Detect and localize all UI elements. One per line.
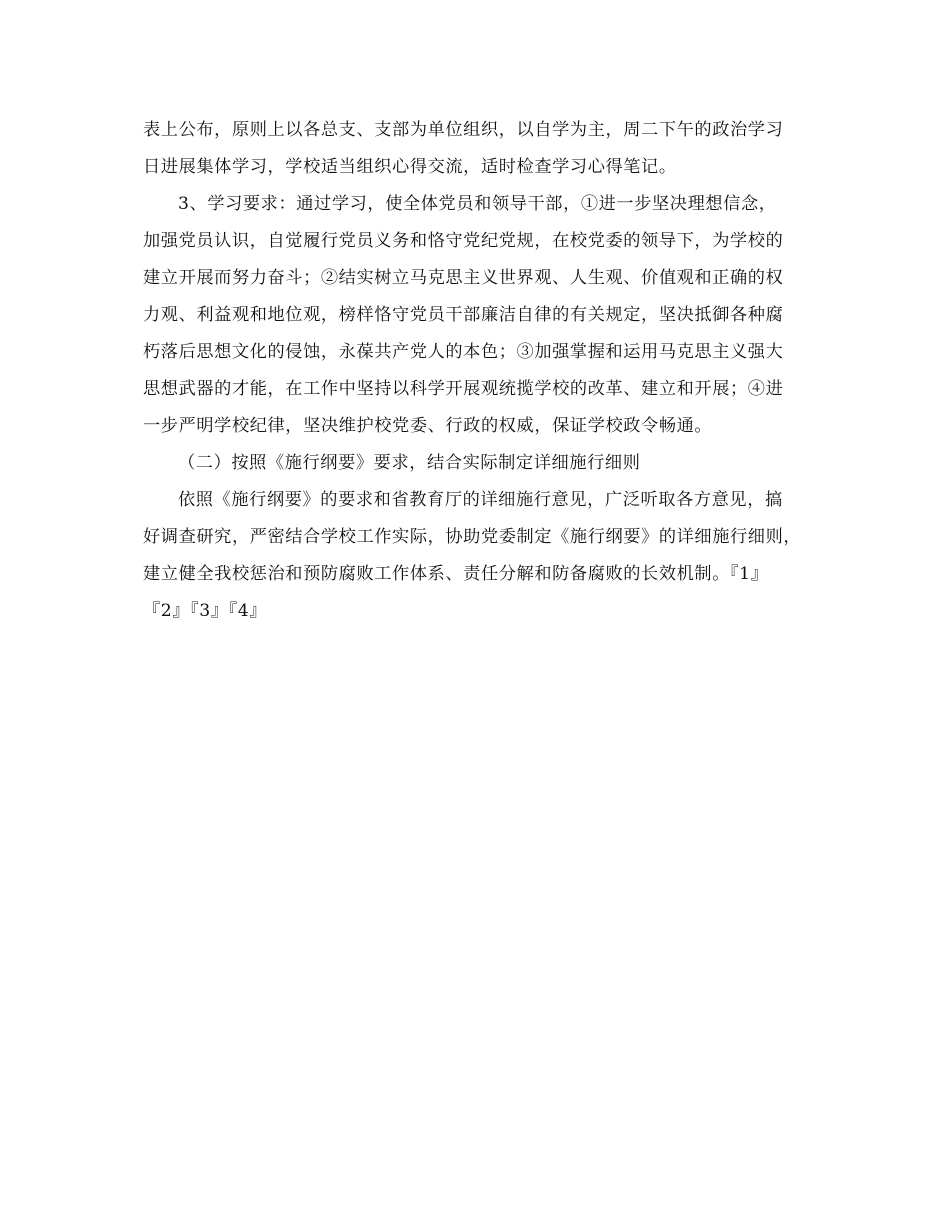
text-line: 日进展集体学习，学校适当组织心得交流，适时检查学习心得笔记。 <box>143 157 677 177</box>
text-line: 加强党员认识，自觉履行党员义务和恪守党纪党规，在校党委的领导下，为学校的 <box>143 231 784 251</box>
reference-marks: 『2』『3』『4』 <box>143 601 268 621</box>
text-line: 好调查研究，严密结合学校工作实际，协助党委制定《施行纲要》的详细施行细则， <box>143 527 802 547</box>
text-line: 朽落后思想文化的侵蚀，永葆共产党人的本色；③加强掌握和运用马克思主义强大 <box>143 342 784 362</box>
text-line: 建立开展而努力奋斗；②结实树立马克思主义世界观、人生观、价值观和正确的权 <box>143 268 784 288</box>
text-line: 力观、利益观和地位观，榜样恪守党员干部廉洁自律的有关规定，坚决抵御各种腐 <box>143 305 784 325</box>
text-line: 建立健全我校惩治和预防腐败工作体系、责任分解和防备腐败的长效机制。『1』 <box>143 564 769 584</box>
text-line: 一步严明学校纪律，坚决维护校党委、行政的权威，保证学校政令畅通。 <box>143 416 713 436</box>
text-line: 思想武器的才能，在工作中坚持以科学开展观统揽学校的改革、建立和开展；④进 <box>143 379 784 399</box>
text-line: 依照《施行纲要》的要求和省教育厅的详细施行意见，广泛听取各方意见，搞 <box>178 490 783 510</box>
text-line: 表上公布，原则上以各总支、支部为单位组织，以自学为主，周二下午的政治学习 <box>143 120 784 140</box>
section-heading: （二）按照《施行纲要》要求，结合实际制定详细施行细则 <box>178 453 641 473</box>
text-line: 3、学习要求：通过学习，使全体党员和领导干部，①进一步坚决理想信念， <box>178 194 777 214</box>
